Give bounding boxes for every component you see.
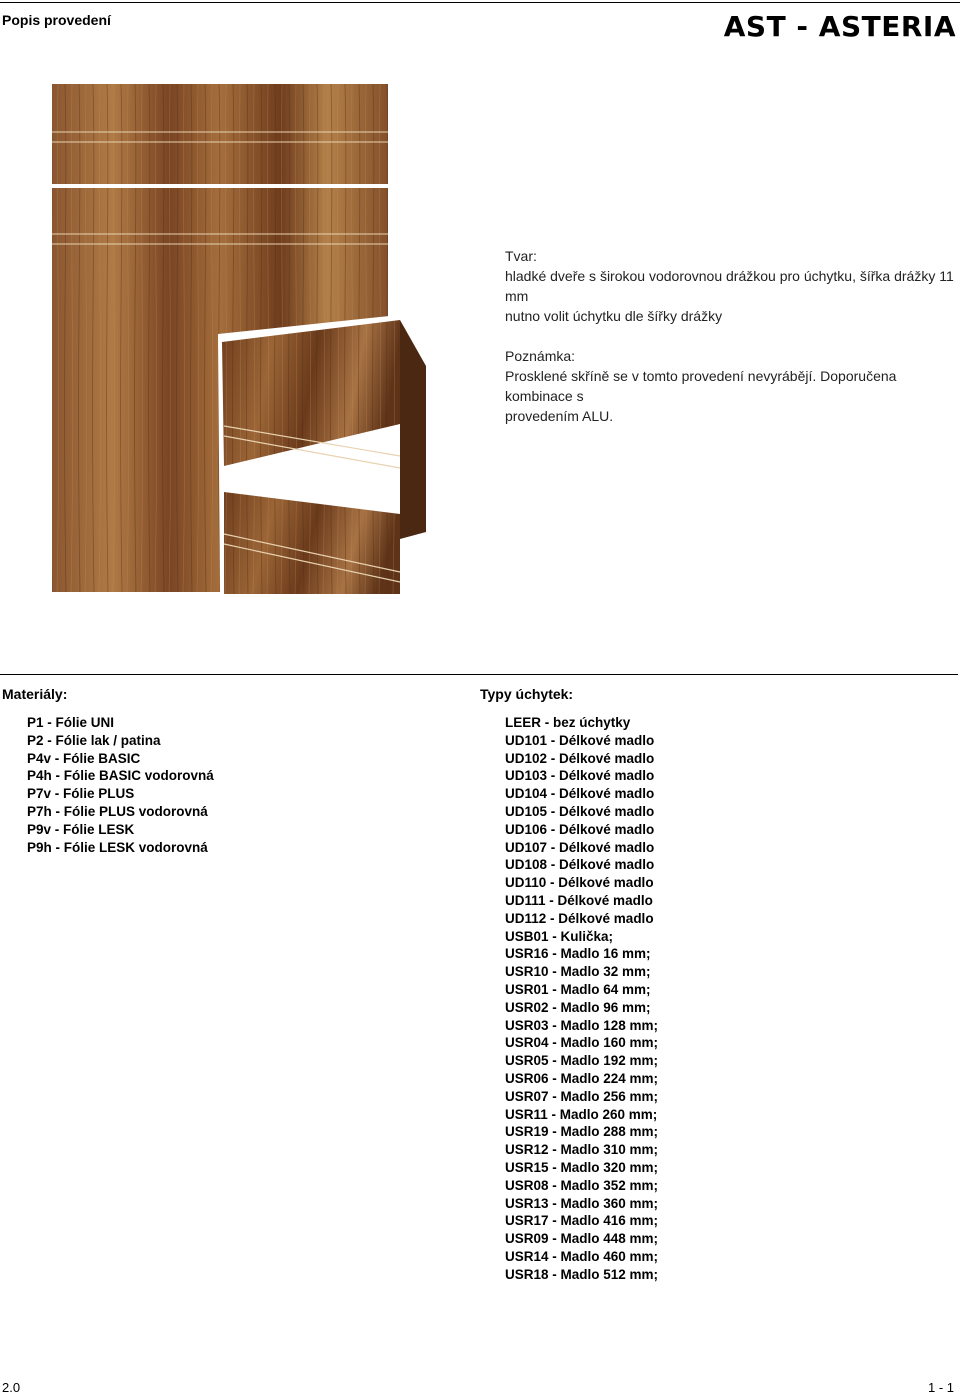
handle-item: USR09 - Madlo 448 mm; [505,1231,659,1247]
materials-title: Materiály: [2,686,68,702]
material-item: P9v - Fólie LESK [27,821,135,837]
handle-item: UD107 - Délkové madlo [505,839,655,855]
handle-item: UD105 - Délkové madlo [505,803,655,819]
handle-item: UD102 - Délkové madlo [505,750,655,766]
handle-item: UD104 - Délkové madlo [505,786,655,802]
material-item: P9h - Fólie LESK vodorovná [27,839,208,855]
handle-item: USR04 - Madlo 160 mm; [505,1035,659,1051]
material-item: P4h - Fólie BASIC vodorovná [27,768,214,784]
page-number: 1 - 1 [927,1380,954,1395]
section-divider [0,674,958,675]
top-rule [0,2,960,3]
shape-text-1: hladké dveře s širokou vodorovnou drážkou pro úchytku, šířka drážky 11 mm [505,268,954,304]
handle-item: USR14 - Madlo 460 mm; [505,1248,659,1264]
handle-item: USR17 - Madlo 416 mm; [505,1213,659,1229]
handle-item: UD111 - Délkové madlo [505,892,653,908]
note-text-2: provedením ALU. [505,408,614,424]
handle-item: USB01 - Kulička; [505,928,614,944]
handle-item: USR07 - Madlo 256 mm; [505,1088,659,1104]
handle-item: USR06 - Madlo 224 mm; [505,1070,659,1086]
product-description [505,246,960,426]
handle-item: UD103 - Délkové madlo [505,768,655,784]
handle-item: UD110 - Délkové madlo [505,875,654,891]
handle-item: UD106 - Délkové madlo [505,821,655,837]
handle-item: UD108 - Délkové madlo [505,857,655,873]
materials-list [27,714,214,856]
handle-item: USR03 - Madlo 128 mm; [505,1017,659,1033]
handle-item: USR18 - Madlo 512 mm; [505,1266,659,1282]
handle-item: USR05 - Madlo 192 mm; [505,1053,659,1069]
handle-item: UD112 - Délkové madlo [505,910,654,926]
handles-title: Typy úchytek: [480,686,574,702]
note-text-1: Prosklené skříně se v tomto provedení nevyrábějí. Doporučena kombinace s [505,368,897,404]
material-item: P7h - Fólie PLUS vodorovná [27,803,208,819]
handle-item: USR01 - Madlo 64 mm; [505,981,651,997]
shape-label: Tvar: [505,248,537,264]
handle-item: LEER - bez úchytky [505,715,631,730]
product-photo [48,84,432,594]
page-section-title: Popis provedení [2,12,111,28]
handle-item: USR10 - Madlo 32 mm; [505,964,651,980]
handle-item: USR02 - Madlo 96 mm; [505,999,651,1015]
material-item: P4v - Fólie BASIC [27,750,141,766]
handles-list [505,714,658,1284]
product-title: AST - ASTERIA [723,10,956,43]
handle-item: USR15 - Madlo 320 mm; [505,1159,659,1175]
handle-item: USR12 - Madlo 310 mm; [505,1142,659,1158]
material-item: P1 - Fólie UNI [27,715,115,730]
handle-item: UD101 - Délkové madlo [505,732,655,748]
handle-item: USR08 - Madlo 352 mm; [505,1177,659,1193]
note-label: Poznámka: [505,348,576,364]
material-item: P2 - Fólie lak / patina [27,732,161,748]
shape-text-2: nutno volit úchytku dle šířky drážky [505,308,723,324]
version-number: 2.0 [2,1380,21,1395]
handle-item: USR16 - Madlo 16 mm; [505,946,651,962]
handle-item: USR11 - Madlo 260 mm; [505,1106,658,1122]
handle-item: USR19 - Madlo 288 mm; [505,1124,659,1140]
handle-item: USR13 - Madlo 360 mm; [505,1195,659,1211]
material-item: P7v - Fólie PLUS [27,786,135,802]
